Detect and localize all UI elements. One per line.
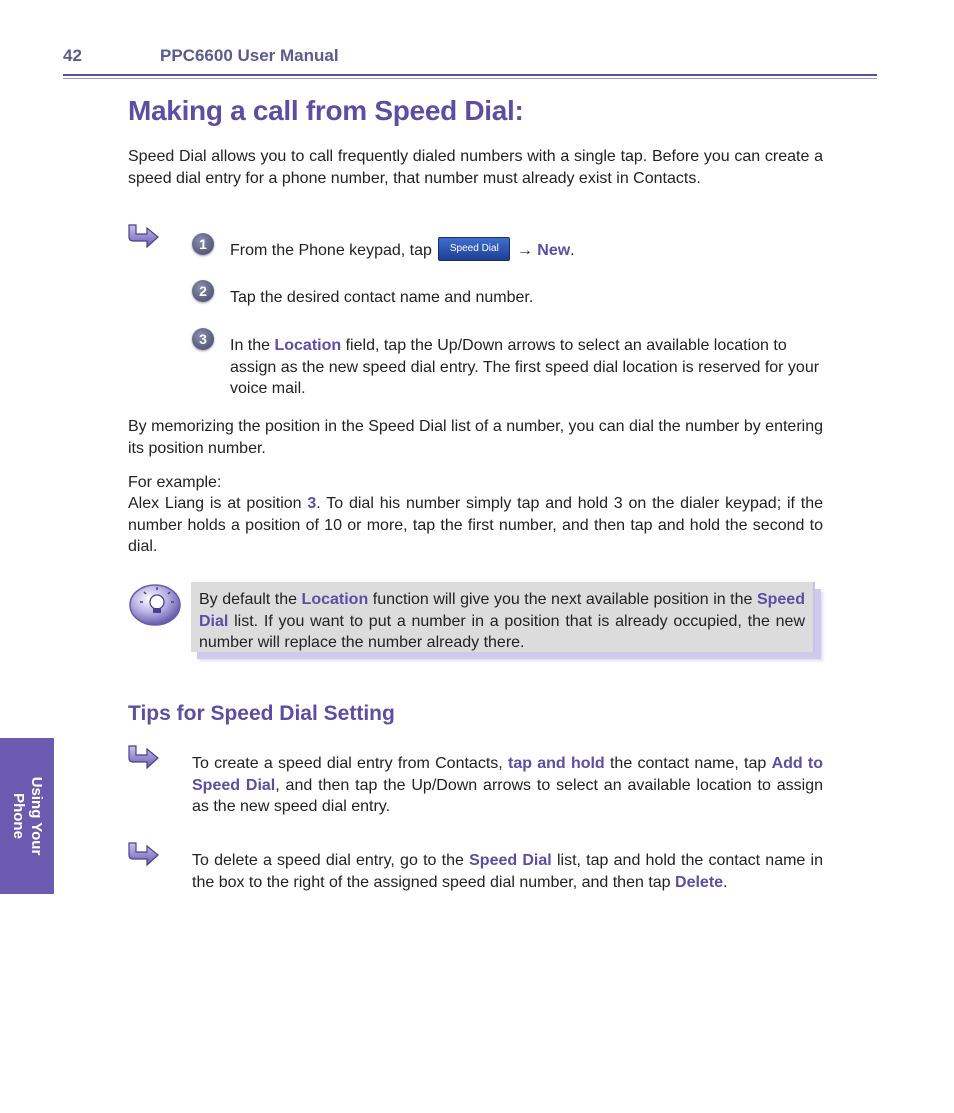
note-highlight-location: Location xyxy=(301,591,369,608)
lightbulb-note-icon xyxy=(128,582,182,628)
header-rule xyxy=(63,74,877,76)
tips-title: Tips for Speed Dial Setting xyxy=(128,702,395,725)
tip-1-part-3: , and then tap the Up/Down arrows to select an available location to assign as the new speed dial entry. xyxy=(192,776,823,815)
step-1-text-after: . xyxy=(570,242,575,259)
note-part-1: By default the xyxy=(199,591,298,608)
example-paragraph xyxy=(128,493,823,558)
note-part-2: function will give you the next available position in the xyxy=(372,591,753,608)
step-3-text xyxy=(230,335,823,400)
example-highlight-position: 3 xyxy=(307,495,317,512)
manual-title: PPC6600 User Manual xyxy=(160,46,339,65)
example-text-after: . To dial his number simply tap and hold 3 on the dialer keypad; if the number holds a position of 10 or more, tap the first number, and then tap and hold the second to dial. xyxy=(128,495,824,555)
tip-1-highlight-tap-and-hold: tap and hold xyxy=(507,755,605,772)
step-1-highlight-new: New xyxy=(537,242,571,259)
example-text-before: Alex Liang is at position xyxy=(128,495,302,512)
tip-2-part-1: To delete a speed dial entry, go to the xyxy=(192,852,464,869)
tip-2-highlight-speed-dial: Speed Dial xyxy=(469,852,552,869)
side-tab-line-1: Using Your xyxy=(28,776,45,856)
tip-2-part-3: . xyxy=(723,873,728,891)
step-3-highlight-location: Location xyxy=(274,337,342,354)
note-part-3: list. If you want to put a number in a position that is already occupied, the new number will replace the number already there. xyxy=(199,612,805,651)
speed-dial-button[interactable]: Speed Dial xyxy=(438,237,510,261)
example-label: For example: xyxy=(128,474,222,491)
tip-1-highlight-add-to-speed-dial: Add to Speed Dial xyxy=(192,755,824,794)
intro-paragraph: Speed Dial allows you to call frequently dialed numbers with a single tap. Before you can create a speed dial entry for a phone number, that number must already exist in Contacts. xyxy=(128,148,823,187)
step-3-text-before: In the xyxy=(230,337,271,354)
step-1-text xyxy=(230,240,823,262)
arrow-pointer-icon xyxy=(126,840,160,868)
section-title: Making a call from Speed Dial: xyxy=(128,95,524,126)
tip-2-part-2: list, tap and hold the contact name in the box to the right of the assigned speed dial number, and then tap xyxy=(192,852,824,891)
step-1-text-before: From the Phone keypad, tap xyxy=(230,242,432,259)
tip-2-text xyxy=(192,850,823,893)
step-2-text: Tap the desired contact name and number. xyxy=(230,289,534,306)
side-tab-using-your-phone[interactable] xyxy=(0,738,54,894)
note-box xyxy=(191,582,815,652)
arrow-pointer-icon xyxy=(126,743,160,771)
step-badge-3: 3 xyxy=(192,328,214,350)
tip-1-part-1: To create a speed dial entry from Contacts, xyxy=(192,755,503,772)
header-rule-secondary xyxy=(63,78,877,79)
side-tab-line-2: Phone xyxy=(10,793,27,839)
step-3-text-after: field, tap the Up/Down arrows to select an available location to assign as the new speed dial entry. The first speed dial location is reserved for your voice mail. xyxy=(230,337,820,397)
tip-1-part-2: the contact name, tap xyxy=(609,755,767,772)
side-tab-label xyxy=(9,738,45,894)
step-badge-1: 1 xyxy=(192,233,214,255)
step-1-arrow: → xyxy=(516,242,533,259)
memorize-paragraph: By memorizing the position in the Speed Dial list of a number, you can dial the number by entering its position number. xyxy=(128,418,823,457)
arrow-pointer-icon xyxy=(126,222,160,250)
step-badge-2: 2 xyxy=(192,280,214,302)
tip-1-text xyxy=(192,753,823,818)
note-highlight-speed-dial: Speed Dial xyxy=(199,591,805,630)
tip-2-highlight-delete: Delete xyxy=(675,873,724,891)
page-number: 42 xyxy=(63,46,82,65)
